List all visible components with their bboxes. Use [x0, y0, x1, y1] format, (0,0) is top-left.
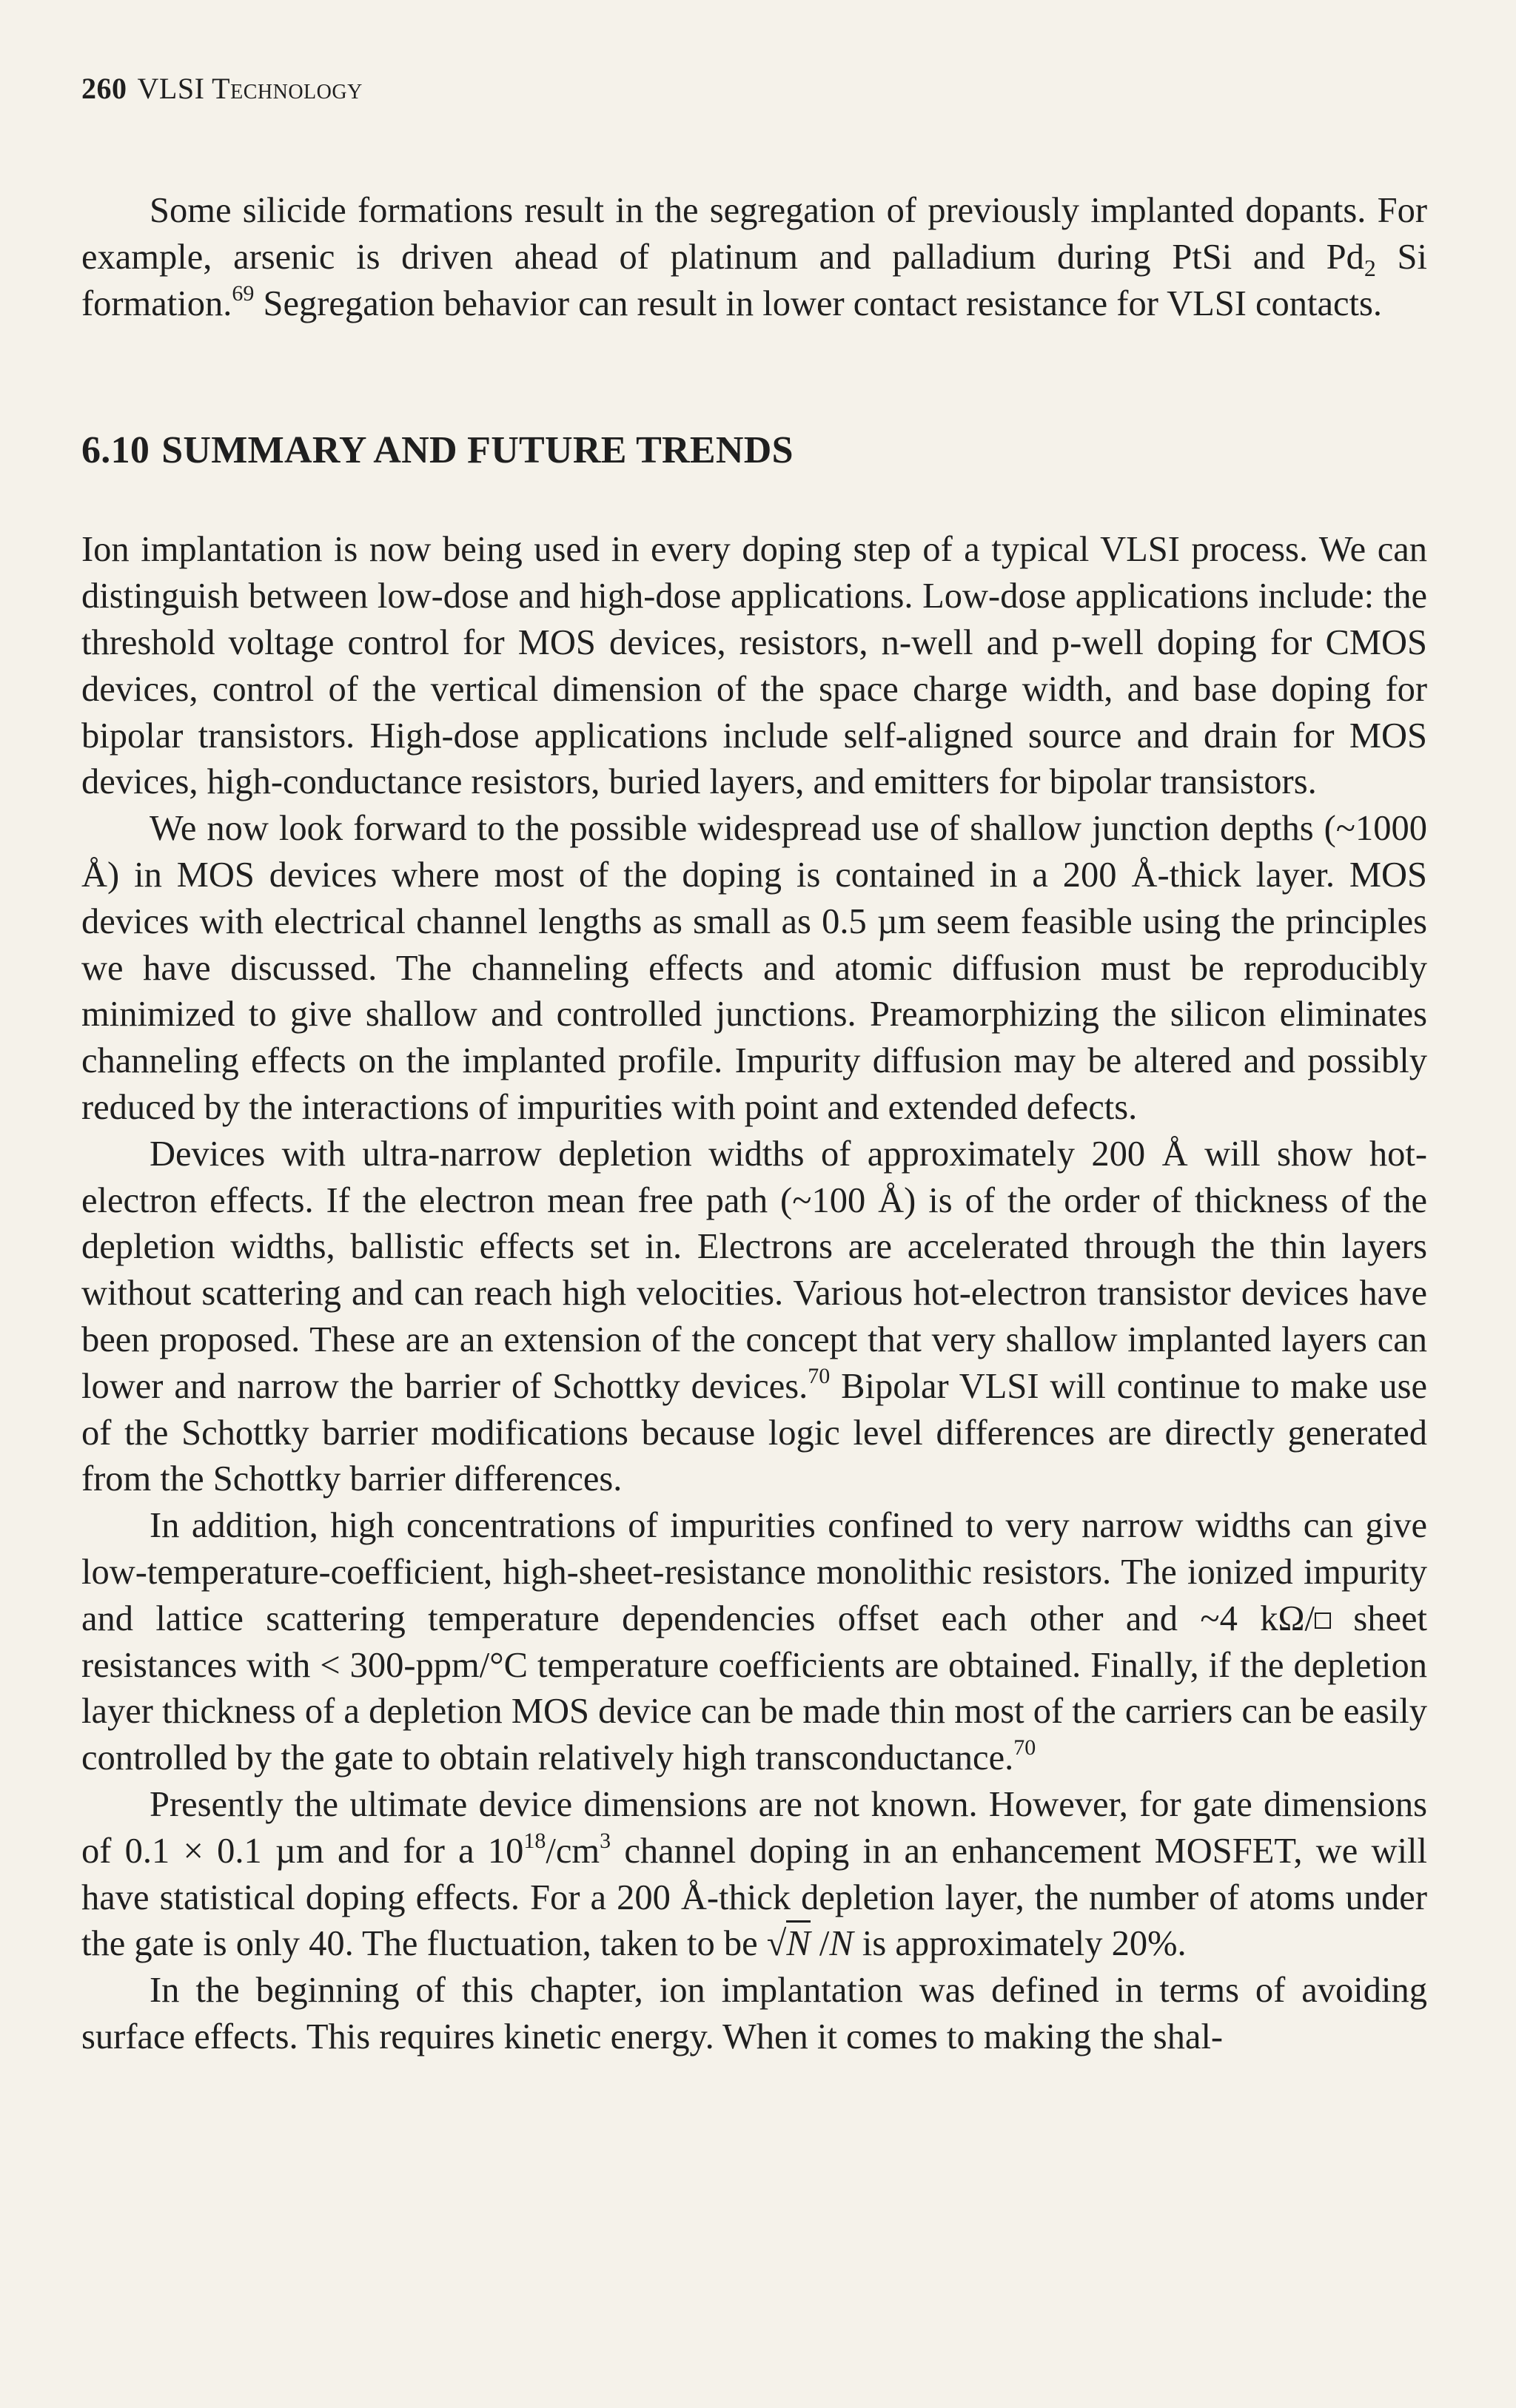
- paragraph-hot-electron: Devices with ultra-narrow depletion widths of approximately 200 Å will show hot-electron effects. If the electron mean free path (~100 Å) is of the order of thickness of the depletion widths, ballistic effects set in. Electrons are accelerated through the thin layers without scattering and can reach high velocities. Various hot-electron transistor devices have been proposed. These are an extension of the concept that very shallow implanted layers can lower and narrow the barrier of Schottky devices.$^{70}$ Bipolar VLSI will continue to make use of the Schottky barrier modifications because logic level differences are directly generated from the Schottky barrier differences.: [81, 1134, 1427, 1499]
- subscript: 2: [1364, 254, 1376, 281]
- section-number: 6.10: [81, 429, 150, 472]
- exponent: 18: [523, 1828, 546, 1853]
- square-symbol: [1315, 1612, 1331, 1629]
- paragraph-device-dimensions: Presently the ultimate device dimensions are not known. However, for gate dimensions of 0.1 × 0.1 µm and for a $10^{18}/cm^3$ channel doping in an enhancement MOSFET, we will have statistical doping effects. For a 200 Å-thick depletion layer, the number of atoms under the gate is only 40. The fluctuation, taken to be √N /N is approximately 20%.: [81, 1784, 1427, 1964]
- section-heading: [81, 428, 1427, 474]
- paragraph-implantation-uses: Ion implantation is now being used in every doping step of a typical VLSI process. We can distinguish between low-dose and high-dose applications. Low-dose applications include: the threshold voltage control for MOS devices, resistors, n-well and p-well doping for CMOS devices, control of the vertical dimension of the space charge width, and base doping for bipolar transistors. High-dose applications include self-aligned source and drain for MOS devices, high-conductance resistors, buried layers, and emitters for bipolar transistors.: [81, 530, 1427, 802]
- running-head: [81, 71, 1427, 107]
- paragraph-resistors: In addition, high concentrations of impurities confined to very narrow widths can give low-temperature-coefficient, high-sheet-resistance monolithic resistors. The ionized impurity and lattice scattering temperature dependencies offset each other and ~4 kΩ/ sheet resistances with < 300-ppm/°C temperature coefficients are obtained. Finally, if the depletion layer thickness of a depletion MOS device can be made thin most of the carriers can be easily controlled by the gate to obtain relatively high transconductance.$^{70}$: [81, 1506, 1428, 1778]
- book-title: VLSI Technology: [137, 72, 363, 105]
- reference-marker: 70: [808, 1363, 831, 1388]
- paragraph-shallow-junctions: We now look forward to the possible widespread use of shallow junction depths (~1000 Å) in MOS devices where most of the doping is contained in a 200 Å-thick layer. MOS devices with electrical channel lengths as small as 0.5 µm seem feasible using the principles we have discussed. The channeling effects and atomic diffusion must be reproducibly minimized to give shallow and controlled junctions. Preamorphizing the silicon eliminates channeling effects on the implanted profile. Impurity diffusion may be altered and possibly reduced by the interactions of impurities with point and extended defects.: [81, 809, 1427, 1127]
- paragraph-closing: In the beginning of this chapter, ion implantation was defined in terms of avoiding surface effects. This requires kinetic energy. When it comes to making the shal-: [81, 1971, 1427, 2056]
- reference-marker: 70: [1013, 1735, 1036, 1760]
- page-number: 260: [81, 72, 127, 105]
- sqrt-argument: N: [786, 1920, 810, 1963]
- reference-marker: 69: [232, 280, 255, 306]
- section-title: SUMMARY AND FUTURE TRENDS: [161, 429, 794, 472]
- exponent: 3: [600, 1828, 611, 1853]
- paragraph-silicide-segregation: Some silicide formations result in the segregation of previously implanted dopants. For example, arsenic is driven ahead of platinum and palladium during PtSi and $Pd_2$ Si formation.$^{69}$ Segregation behavior can result in lower contact resistance for VLSI contacts.: [81, 191, 1427, 323]
